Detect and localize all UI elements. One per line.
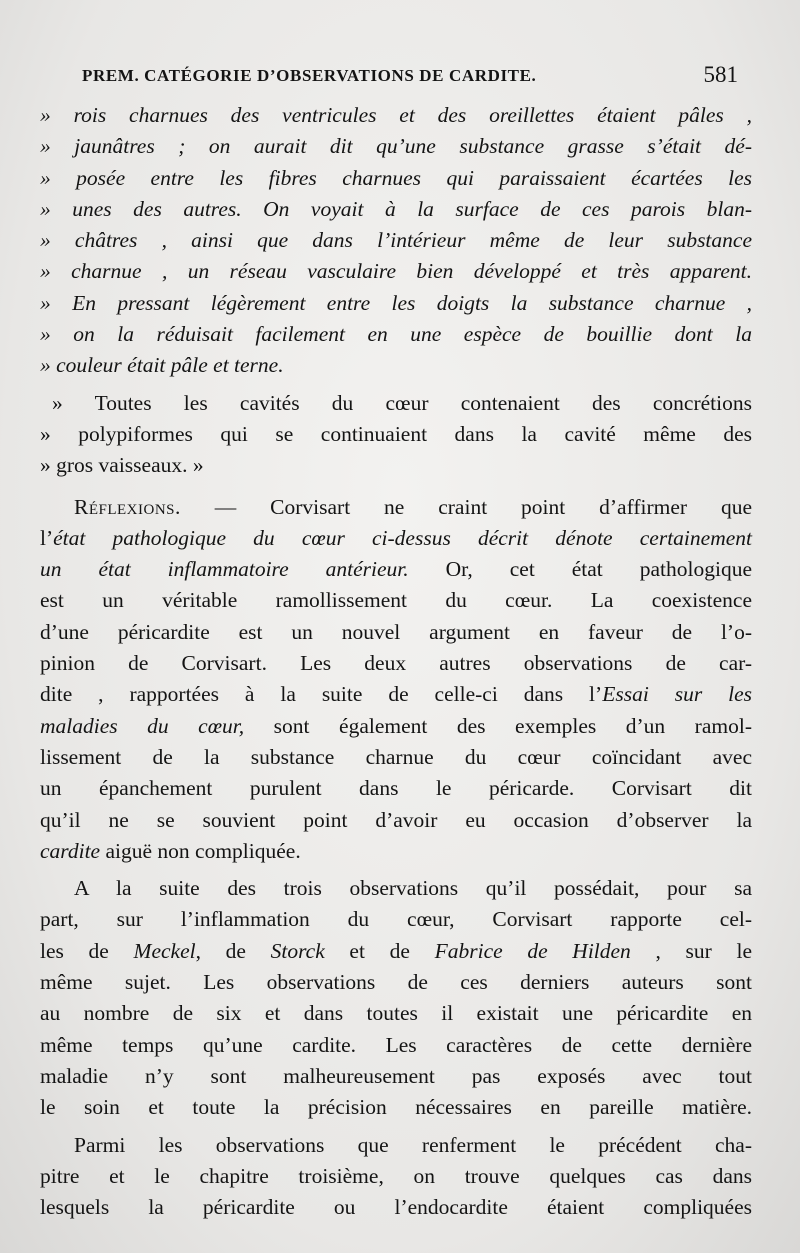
paragraph-complications bbox=[40, 1130, 752, 1224]
text-line: au nombre de six et dans toutes il existait une péricardite en bbox=[40, 1001, 752, 1026]
text-line bbox=[40, 492, 752, 523]
italic-span: Storck bbox=[270, 938, 325, 963]
reflexions-paragraph bbox=[40, 492, 752, 868]
text-line bbox=[40, 679, 752, 710]
italic-span: état pathologique du cœur ci-dessus décrit dénote certainement bbox=[53, 525, 752, 550]
text-span: — Corvisart ne craint point d’affirmer que bbox=[180, 494, 752, 519]
italic-span: un état inflammatoire antérieur. bbox=[40, 557, 409, 582]
italic-span: Fabrice de Hilden bbox=[434, 938, 631, 963]
text-line: lissement de la substance charnue du cœur coïncidant avec bbox=[40, 744, 752, 769]
text-span: et de bbox=[324, 938, 435, 963]
text-line: » Toutes les cavités du cœur contenaient des concrétions bbox=[52, 390, 752, 415]
italic-span: Essai sur les bbox=[602, 682, 753, 707]
text-span: les de bbox=[40, 938, 134, 963]
text-line: » on la réduisait facilement en une espèce de bouillie dont la bbox=[40, 322, 752, 347]
text-line: » unes des autres. On voyait à la surface de ces parois blan- bbox=[40, 196, 752, 221]
text-line: le soin et toute la précision nécessaires en pareille matière. bbox=[40, 1095, 752, 1120]
text-line: A la suite des trois observations qu’il possédait, pour sa bbox=[74, 876, 752, 901]
text-line: maladie n’y sont malheureusement pas exposés avec tout bbox=[40, 1063, 752, 1088]
text-line: d’une péricardite est un nouvel argument en faveur de l’o- bbox=[40, 619, 752, 644]
text-line: même temps qu’une cardite. Les caractères de cette dernière bbox=[40, 1032, 752, 1057]
text-line: un épanchement purulent dans le péricarde. Corvisart dit bbox=[40, 776, 752, 801]
paragraph-sources bbox=[40, 873, 752, 1123]
quoted-observation-end bbox=[40, 388, 752, 482]
page-number: 581 bbox=[703, 62, 738, 87]
body-text bbox=[40, 100, 752, 1223]
text-line: » rois charnues des ventricules et des oreillettes étaient pâles , bbox=[40, 103, 752, 127]
text-line: qu’il ne se souvient point d’avoir eu occasion d’observer la bbox=[40, 807, 752, 832]
text-line: part, sur l’inflammation du cœur, Corvisart rapporte cel- bbox=[40, 907, 752, 932]
text-line bbox=[40, 554, 752, 585]
text-line: » couleur était pâle et terne. bbox=[40, 353, 284, 378]
text-span: , sur le bbox=[630, 938, 752, 963]
text-line bbox=[40, 836, 752, 867]
text-line: » gros vaisseaux. » bbox=[40, 453, 204, 478]
text-line: » polypiformes qui se continuaient dans la cavité même des bbox=[40, 421, 752, 446]
text-line: » charnue , un réseau vasculaire bien développé et très apparent. bbox=[40, 259, 752, 284]
section-lead: Réflexions. bbox=[74, 494, 181, 519]
quoted-observation bbox=[40, 100, 752, 382]
running-head: PREM. CATÉGORIE D’OBSERVATIONS DE CARDITE. bbox=[82, 66, 537, 85]
text-line: » En pressant légèrement entre les doigts la substance charnue , bbox=[40, 290, 752, 315]
text-span: , de bbox=[195, 938, 271, 963]
text-line: » jaunâtres ; on aurait dit qu’une substance grasse s’était dé- bbox=[40, 134, 752, 159]
text-span: dite , rapportées à la suite de celle-ci dans l’ bbox=[40, 682, 603, 707]
italic-span: Meckel bbox=[133, 938, 196, 963]
text-line: Parmi les observations que renferment le précédent cha- bbox=[74, 1132, 752, 1157]
text-line: est un véritable ramollissement du cœur. La coexistence bbox=[40, 588, 752, 613]
text-line: pitre et le chapitre troisième, on trouve quelques cas dans bbox=[40, 1163, 752, 1188]
italic-span: maladies du cœur, bbox=[40, 713, 245, 738]
text-span: sont également des exemples d’un ramol- bbox=[244, 713, 752, 738]
text-span: Or, cet état pathologique bbox=[408, 557, 752, 582]
text-line: lesquels la péricardite ou l’endocardite étaient compliquées bbox=[40, 1195, 752, 1220]
page-header bbox=[76, 62, 744, 88]
text-line bbox=[40, 523, 752, 554]
text-line: » châtres , ainsi que dans l’intérieur même de leur substance bbox=[40, 228, 752, 253]
text-line bbox=[40, 711, 752, 742]
text-line: pinion de Corvisart. Les deux autres observations de car- bbox=[40, 651, 752, 676]
italic-span: cardite bbox=[40, 838, 101, 863]
text-line bbox=[40, 936, 752, 967]
text-line: » posée entre les fibres charnues qui paraissaient écartées les bbox=[40, 165, 752, 190]
text-span: l’ bbox=[40, 525, 54, 550]
text-line: même sujet. Les observations de ces derniers auteurs sont bbox=[40, 970, 752, 995]
text-span: aiguë non compliquée. bbox=[100, 838, 301, 863]
